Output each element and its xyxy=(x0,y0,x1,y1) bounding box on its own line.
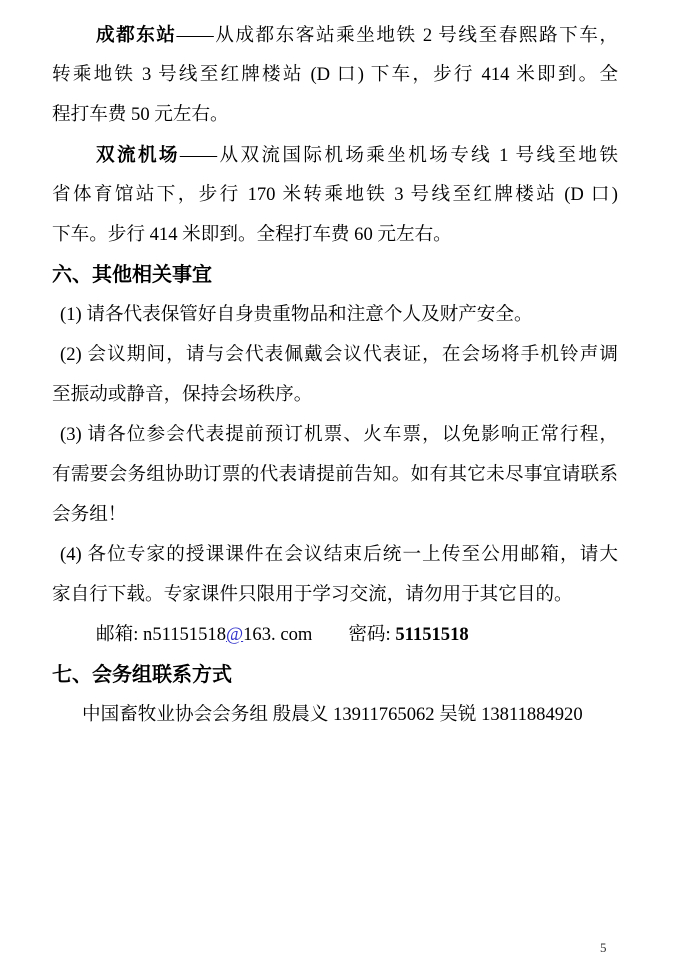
section6-item3-line1: (3) 请各位参会代表提前预订机票、火车票，以免影响正常行程， xyxy=(60,424,618,445)
section6-item1-line1: (1) 请各代表保管好自身贵重物品和注意个人及财产安全。 xyxy=(60,304,533,325)
station-name-chengdu-east: 成都东站 xyxy=(96,24,177,45)
password-group xyxy=(348,624,468,645)
section6-item3-line2: 有需要会务组协助订票的代表请提前告知。如有其它未尽事宜请联系 xyxy=(52,464,618,485)
mailbox-at-symbol: @ xyxy=(226,624,244,645)
section6-item4-line1: (4) 各位专家的授课课件在会议结束后统一上传至公用邮箱，请大 xyxy=(60,544,618,565)
password-value: 51151518 xyxy=(395,624,469,645)
page-number: 5 xyxy=(600,940,607,955)
mailbox-line xyxy=(52,615,618,655)
para-chengdu-east-line3: 程打车费 50 元左右。 xyxy=(52,104,229,125)
section6-item4-line2: 家自行下载。专家课件只限用于学习交流，请勿用于其它目的。 xyxy=(52,584,573,605)
section7-heading: 七、会务组联系方式 xyxy=(52,664,232,686)
para-shuangliu-line1 xyxy=(52,135,618,175)
para-chengdu-east-line1 xyxy=(52,15,618,55)
password-label: 密码: xyxy=(348,624,396,645)
para-shuangliu-line3: 下车。步行 414 米即到。全程打车费 60 元左右。 xyxy=(52,224,452,245)
mailbox-domain: 163. com xyxy=(243,624,313,645)
para-chengdu-east-line2: 转乘地铁 3 号线至红牌楼站 (D 口) 下车，步行 414 米即到。全 xyxy=(52,64,618,85)
para-shuangliu-line2: 省体育馆站下，步行 170 米转乘地铁 3 号线至红牌楼站 (D 口) xyxy=(52,184,618,205)
section6-item2-line1: (2) 会议期间，请与会代表佩戴会议代表证，在会场将手机铃声调 xyxy=(60,344,618,365)
para-chengdu-east-line1-text: ——从成都东客站乘坐地铁 2 号线至春熙路下车， xyxy=(176,25,618,46)
mailbox-user: n51151518 xyxy=(143,624,226,645)
section6-item3-line3: 会务组！ xyxy=(52,504,127,525)
section7-contact-line: 中国畜牧业协会会务组 殷晨义 13911765062 吴锐 13811884920 xyxy=(82,704,583,725)
mailbox-label: 邮箱: xyxy=(96,624,144,645)
section6-item2-line2: 至振动或静音，保持会场秩序。 xyxy=(52,384,313,405)
section6-heading: 六、其他相关事宜 xyxy=(52,264,212,286)
document-body xyxy=(52,15,618,735)
para-shuangliu-line1-text: ——从双流国际机场乘坐机场专线 1 号线至地铁 xyxy=(179,145,618,166)
station-name-shuangliu: 双流机场 xyxy=(96,144,180,165)
